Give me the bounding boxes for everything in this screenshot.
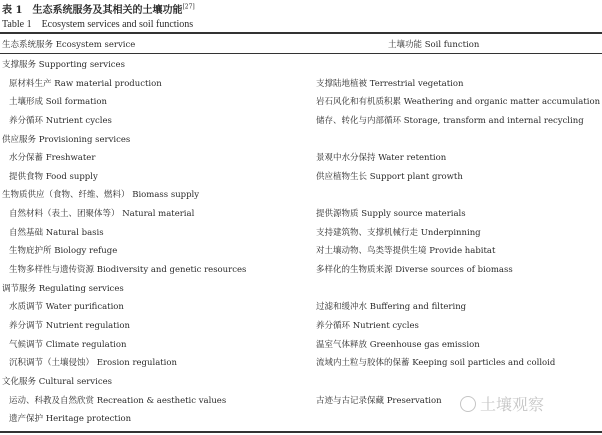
ecosystem-service-cell: 遗产保护 Heritage protection bbox=[9, 414, 132, 425]
soil-function-cell: 温室气体释放 Greenhouse gas emission bbox=[316, 339, 480, 350]
category-row bbox=[0, 131, 602, 150]
top-rule bbox=[0, 32, 602, 34]
category-row bbox=[0, 56, 602, 75]
table-row bbox=[0, 205, 602, 224]
ecosystem-service-cell: 水分保蓄 Freshwater bbox=[9, 153, 96, 164]
header-rule bbox=[0, 53, 602, 54]
category-row bbox=[0, 280, 602, 299]
soil-function-cell: 养分循环 Nutrient cycles bbox=[316, 320, 419, 331]
soil-function-cell: 古迹与古记录保藏 Preservation bbox=[316, 395, 442, 406]
soil-function-cell: 景观中水分保持 Water retention bbox=[316, 153, 447, 164]
ecosystem-service-cell: 水质调节 Water purification bbox=[9, 302, 124, 313]
ecosystem-service-cell: 气候调节 Climate regulation bbox=[9, 339, 127, 350]
ecosystem-service-cell: 生物庇护所 Biology refuge bbox=[9, 246, 118, 257]
ecosystem-service-cell: 养分调节 Nutrient regulation bbox=[9, 320, 130, 331]
soil-function-cell: 供应植物生长 Support plant growth bbox=[316, 171, 463, 182]
header-soil-function: 土壤功能 Soil function bbox=[388, 40, 480, 50]
table-row bbox=[0, 298, 602, 317]
bottom-rule bbox=[0, 431, 602, 433]
ecosystem-service-cell: 生物质供应（食物、纤维、燃料） Biomass supply bbox=[2, 190, 200, 201]
ecosystem-service-cell: 供应服务 Provisioning services bbox=[2, 134, 131, 145]
ecosystem-service-cell: 生物多样性与遗传资源 Biodiversity and genetic resources bbox=[9, 265, 247, 276]
ecosystem-service-cell: 养分循环 Nutrient cycles bbox=[9, 115, 112, 126]
soil-function-cell: 岩石风化和有机质积累 Weathering and organic matter accumulation bbox=[316, 97, 601, 108]
ecosystem-service-cell: 运动、科教及自然欣赏 Recreation & aesthetic values bbox=[9, 395, 227, 406]
ecosystem-service-cell: 自然基础 Natural basis bbox=[9, 227, 104, 238]
soil-function-cell: 对土壤动物、鸟类等提供生境 Provide habitat bbox=[316, 246, 496, 257]
table-row bbox=[0, 112, 602, 131]
ecosystem-service-cell: 调节服务 Regulating services bbox=[2, 283, 124, 294]
table-row bbox=[0, 354, 602, 373]
ecosystem-service-cell: 土壤形成 Soil formation bbox=[9, 97, 107, 108]
soil-function-cell: 多样化的生物质来源 Diverse sources of biomass bbox=[316, 265, 513, 276]
reference-marker: [27] bbox=[182, 3, 195, 11]
ecosystem-service-cell: 支撑服务 Supporting services bbox=[2, 60, 125, 70]
table-row bbox=[0, 242, 602, 261]
table-caption-en: Table 1 Ecosystem services and soil functions bbox=[2, 19, 194, 30]
table-row bbox=[0, 93, 602, 112]
table-caption-zh: 表 1 生态系统服务及其相关的土壤功能[27] bbox=[2, 3, 195, 16]
table-row bbox=[0, 261, 602, 280]
soil-function-cell: 支持建筑物、支撑机械行走 Underpinning bbox=[316, 227, 481, 238]
category-row bbox=[0, 186, 602, 205]
table-row bbox=[0, 149, 602, 168]
ecosystem-service-cell: 提供食物 Food supply bbox=[9, 171, 98, 182]
watermark-logo-icon bbox=[460, 396, 476, 412]
ecosystem-service-cell: 原材料生产 Raw material production bbox=[9, 78, 162, 89]
header-ecosystem-service: 生态系统服务 Ecosystem service bbox=[2, 40, 136, 50]
watermark: 土壤观察 bbox=[460, 392, 544, 415]
table-row bbox=[0, 224, 602, 243]
soil-function-cell: 提供源物质 Supply source materials bbox=[316, 209, 466, 220]
ecosystem-service-cell: 沉积调节（土壤侵蚀） Erosion regulation bbox=[9, 358, 177, 369]
table-row bbox=[0, 75, 602, 94]
table-row bbox=[0, 336, 602, 355]
category-row bbox=[0, 373, 602, 392]
soil-function-cell: 支撑陆地植被 Terrestrial vegetation bbox=[316, 78, 464, 89]
table-row bbox=[0, 168, 602, 187]
soil-function-cell: 过滤和缓冲水 Buffering and filtering bbox=[316, 302, 467, 313]
ecosystem-service-cell: 自然材料（表土、团聚体等） Natural material bbox=[9, 209, 195, 220]
soil-function-cell: 储存、转化与内部循环 Storage, transform and internal recycling bbox=[316, 115, 584, 126]
table-body bbox=[0, 56, 602, 429]
ecosystem-service-cell: 文化服务 Cultural services bbox=[2, 376, 112, 387]
table-row bbox=[0, 317, 602, 336]
soil-function-cell: 流域内土粒与胶体的保蓄 Keeping soil particles and colloid bbox=[316, 358, 556, 369]
